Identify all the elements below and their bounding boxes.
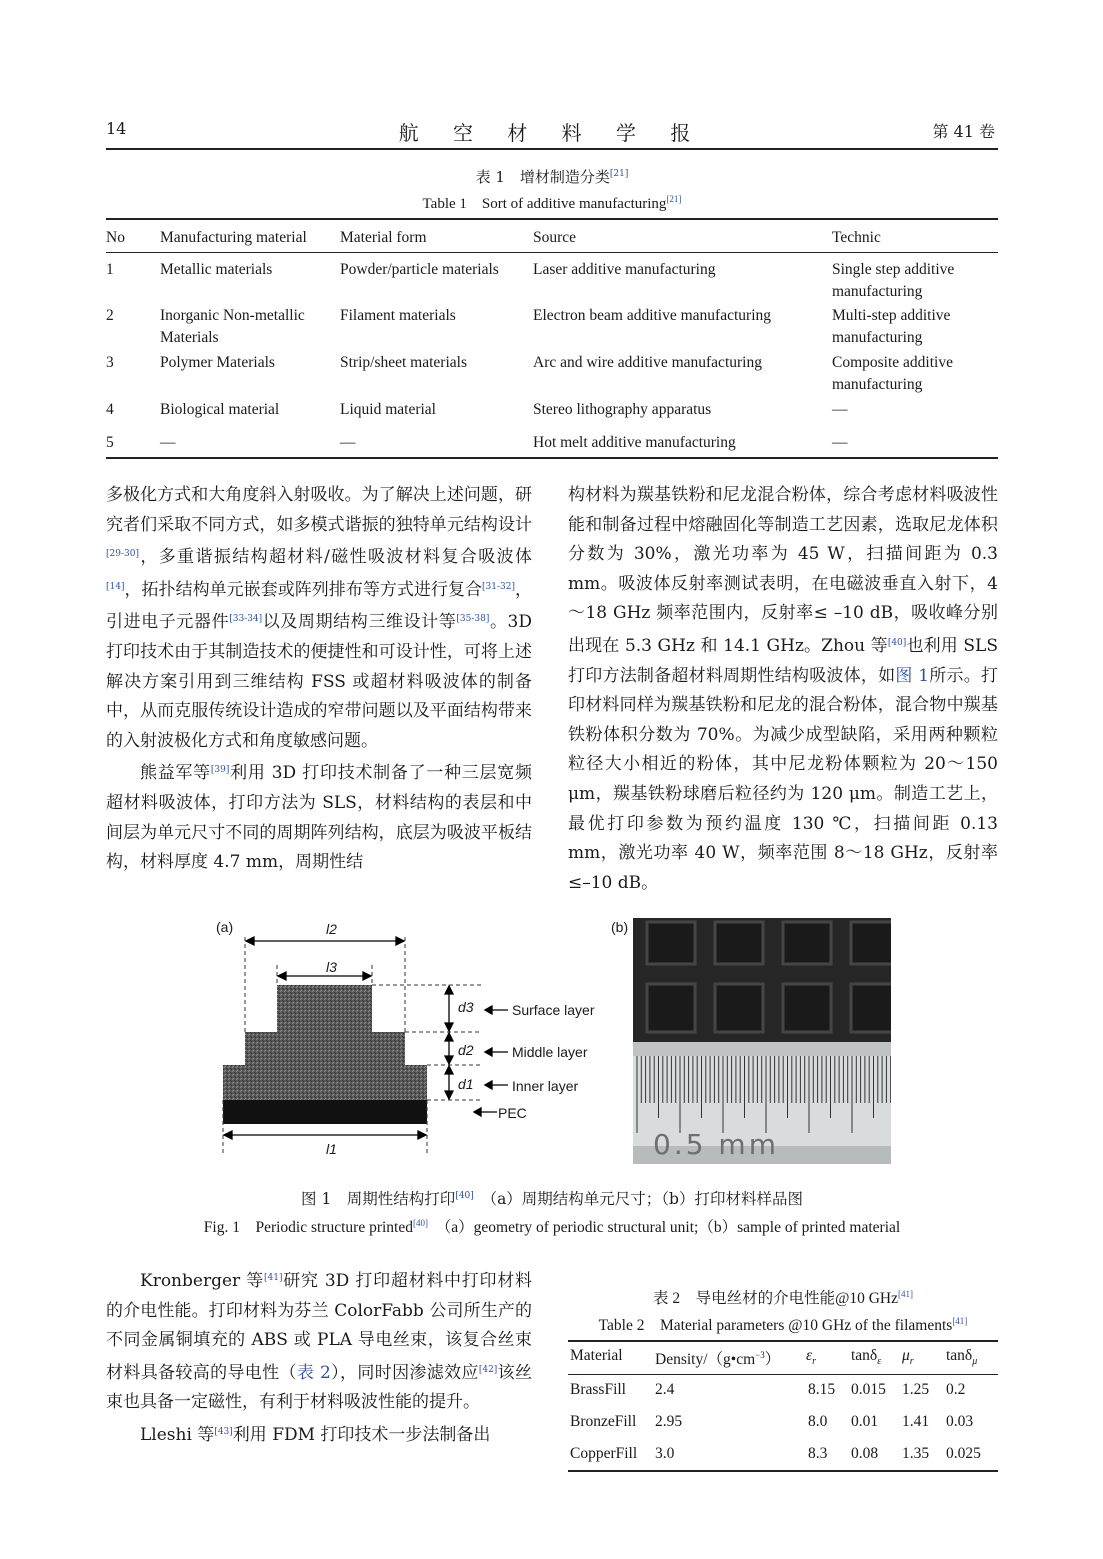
table2-cell: CopperFill — [570, 1445, 638, 1462]
inner-layer-label: Inner layer — [512, 1078, 579, 1094]
table1-cell: Liquid material — [340, 401, 436, 418]
text-run: 利用 3D 打印技术制备了一种三层宽频超材料吸波体，打印方法为 SLS，材料结构的表层和中间层为单元尺寸不同的周期阵列结构，底层为吸波平板结构，材料厚度 4.7 mm，周期性结 — [106, 763, 532, 873]
table2-cell: 2.4 — [655, 1381, 675, 1398]
citation-link[interactable]: [31-32] — [482, 581, 515, 592]
table1-cell: Strip/sheet materials — [340, 354, 467, 371]
table1-cell: Laser additive manufacturing — [533, 261, 716, 278]
table1-cell: 1 — [106, 261, 114, 278]
table2-cell: 2.95 — [655, 1413, 683, 1430]
table1-cell: 2 — [106, 307, 114, 324]
table2-header-tande: tanδ$_\varepsilon$ — [851, 1347, 882, 1368]
dim-d1-label: d1 — [458, 1076, 474, 1092]
table1-cell: Arc and wire additive manufacturing — [533, 354, 762, 371]
figure1-caption-cn: 图 1 周期性结构打印[40] （a）周期结构单元尺寸；（b）打印材料样品图 — [301, 1190, 803, 1208]
table1-cell: Powder/particle materials — [340, 261, 499, 278]
text-run: 以及周期结构三维设计等 — [262, 612, 457, 633]
table2-cell: 8.15 — [808, 1381, 836, 1398]
table2-head-rule — [568, 1374, 998, 1375]
text-run: 。3D 打印技术由于其制造技术的便捷性和可设计性，可将上述解决方案引用到三维结构 FSS 或超材料吸波体的制备中，从而克服传统设计造成的窄带问题以及平面结构带来的入射波极化方式和角度敏感问题。 — [106, 612, 533, 751]
table2-cell: 3.0 — [655, 1445, 675, 1462]
table2-cell: 0.01 — [851, 1413, 879, 1430]
surface-layer-block — [277, 985, 372, 1032]
left-column-text — [106, 481, 532, 878]
bottom-left-text — [106, 1264, 532, 1451]
citation-link[interactable]: [41] — [264, 1273, 283, 1283]
citation-link[interactable]: [33-34] — [229, 614, 263, 625]
table2-cell: 0.015 — [851, 1381, 886, 1398]
table2-header-er: $\varepsilon_r$ — [806, 1347, 817, 1368]
table1-cell: Single step additive manufacturing — [832, 261, 955, 300]
pec-label: PEC — [498, 1105, 527, 1121]
table1-cell: Electron beam additive manufacturing — [533, 307, 772, 324]
surface-layer-label: Surface layer — [512, 1002, 595, 1018]
table1-cell: Stereo lithography apparatus — [533, 401, 712, 418]
table1-cell: Hot melt additive manufacturing — [533, 434, 736, 451]
table2-caption-en: Table 2 Material parameters @10 GHz of the filaments[41] — [598, 1316, 968, 1334]
text-run: 所示。打印材料同样为羰基铁粉和尼龙的混合粉体，混合物中羰基铁粉体积分数为 70%。为减少成型缺陷，采用两种颗粒粒径大小相近的粉体，其中尼龙粉体颗粒为 20～150 μm，羰基铁粉球磨后粒径约为 120 μm。制造工艺上，最优打印参数为预约温度 130 ℃，扫描间距 0.13 mm，激光功率 40 W，频率范围 8～18 GHz，反射率≤–10 dB。 — [568, 665, 999, 893]
dim-l3-label: l3 — [326, 959, 337, 975]
citation-link[interactable]: [39] — [210, 765, 230, 776]
citation-link[interactable]: [35-38] — [456, 614, 490, 625]
table1-cell: — — [832, 434, 848, 451]
text-run: Lleshi 等 — [140, 1424, 215, 1445]
middle-layer-block — [245, 1032, 405, 1065]
citation-link[interactable]: [43] — [214, 1426, 233, 1437]
table2-cell: 0.03 — [946, 1413, 974, 1430]
page-number: 14 — [106, 119, 127, 138]
table1-header-cell: Source — [533, 229, 577, 246]
table2-bottom-rule — [568, 1470, 998, 1472]
text-run: ，多重谐振结构超材料/磁性吸波材料复合吸波体 — [138, 547, 532, 568]
table1-header-cell: Technic — [832, 229, 881, 246]
table2-caption-cn: 表 2 导电丝材的介电性能@10 GHz[41] — [652, 1289, 914, 1307]
right-column-text — [568, 481, 998, 898]
table1-cell: Multi-step additive manufacturing — [832, 307, 951, 346]
table2-header-mur: $\mu_r$ — [902, 1347, 914, 1368]
table1-cell: 4 — [106, 401, 114, 418]
inner-layer-block — [223, 1065, 427, 1100]
middle-layer-label: Middle layer — [512, 1044, 588, 1060]
table2-cell: 0.2 — [946, 1381, 966, 1398]
figure1-panel-a — [200, 915, 620, 1165]
text-run: 构材料为羰基铁粉和尼龙混合粉体，综合考虑材料吸波性能和制备过程中熔融固化等制造工艺因素，选取尼龙体积分数为 30%，激光功率为 45 W，扫描间距为 0.3 mm。吸波体反射率测试表明，在电磁波垂直入射下，4～18 GHz 频率范围内，反射率≤ –10 dB，吸收峰分别出现在 5.3 GHz 和 14.1 GHz。Zhou 等 — [568, 485, 998, 656]
text-run: 该丝束也具备一定磁性，有利于材料吸波性能的提升。 — [106, 1362, 533, 1413]
table1-cell: — — [160, 434, 176, 451]
table1-cell: Metallic materials — [160, 261, 273, 278]
citation-link[interactable]: [14] — [106, 581, 125, 592]
table1-cell: Polymer Materials — [160, 354, 275, 371]
table1-cell: — — [832, 401, 848, 418]
table2-cell: 1.35 — [902, 1445, 930, 1462]
table1-cell: 5 — [106, 434, 114, 451]
figure1-caption-en: Fig. 1 Periodic structure printed[40] （a）geometry of periodic structural unit;（b）sample of printed material — [203, 1218, 901, 1236]
table2-cell: 1.41 — [902, 1413, 930, 1430]
panel-b-label: (b) — [611, 919, 629, 935]
table1-cell: Filament materials — [340, 307, 456, 324]
table1-caption-cn: 表 1 增材制造分类[21] — [475, 168, 629, 186]
table2-cell: 0.025 — [946, 1445, 981, 1462]
table2-cell: BrassFill — [570, 1381, 626, 1398]
table1 — [0, 0, 1103, 470]
volume-label: 第 41 卷 — [932, 122, 995, 141]
pec-block — [223, 1100, 427, 1124]
text-run: ，拓扑结构单元嵌套或阵列排布等方式进行复合 — [124, 579, 483, 600]
panel-a-label: (a) — [216, 919, 234, 935]
citation-link[interactable]: [40] — [887, 637, 907, 648]
table1-header-cell: No — [106, 229, 125, 246]
table1-header-cell: Material form — [340, 229, 427, 246]
text-run: 熊益军等 — [140, 763, 211, 784]
dim-l2-label: l2 — [326, 921, 337, 937]
table2-cell: 8.0 — [808, 1413, 828, 1430]
text-run: 利用 FDM 打印技术一步法制备出 — [232, 1424, 491, 1445]
figure1-panel-b-photo — [633, 918, 891, 1164]
dim-d3-label: d3 — [458, 999, 474, 1015]
table1-cell: — — [340, 434, 356, 451]
citation-link[interactable]: [29-30] — [106, 549, 139, 560]
cross-reference-link[interactable]: 表 2 — [296, 1362, 331, 1383]
ruler-scale-text: 0.5 mm — [653, 1128, 779, 1161]
dim-d2-label: d2 — [458, 1042, 474, 1058]
periodic-unit-diagram — [200, 915, 620, 1165]
cross-reference-link[interactable]: 图 1 — [895, 665, 930, 686]
text-run: ，引进电子元器件 — [106, 579, 533, 633]
table2-top-rule — [568, 1340, 998, 1342]
table1-cell: 3 — [106, 354, 114, 371]
table2-header-density: Density/$(g•cm^{-3})$ — [655, 1349, 781, 1368]
table2-cell: 1.25 — [902, 1381, 930, 1398]
table1-caption-en: Table 1 Sort of additive manufacturing[21] — [422, 194, 682, 212]
table1-cell: Composite additive manufacturing — [832, 354, 953, 393]
table2-cell: BronzeFill — [570, 1413, 637, 1430]
table2-header-tanmu: tanδ$_\mu$ — [946, 1347, 978, 1368]
text-run: 多极化方式和大角度斜入射吸收。为了解决上述问题，研究者们采取不同方式，如多模式谐振的独特单元结构设计 — [106, 485, 532, 535]
text-run: Kronberger 等 — [140, 1271, 265, 1291]
table2-cell: 0.08 — [851, 1445, 879, 1462]
table2-cell: 8.3 — [808, 1445, 828, 1462]
journal-title: 航 空 材 料 学 报 — [398, 121, 705, 145]
text-run: 研究 3D 打印超材料中打印材料的介电性能。打印材料为芬兰 ColorFabb 公司所生产的不同金属铜填充的 ABS 或 PLA 导电丝束，该复合丝束材料具备较高的导电性（ — [106, 1271, 532, 1383]
text-run: 也利用 SLS 打印方法制备超材料周期性结构吸波体，如 — [568, 635, 998, 686]
table2-header-material: Material — [570, 1347, 623, 1364]
text-run: ），同时因渗滤效应 — [330, 1362, 479, 1383]
dim-l1-label: l1 — [326, 1141, 337, 1157]
table1-header-cell: Manufacturing material — [160, 229, 307, 246]
table1-cell: Biological material — [160, 401, 280, 418]
table1-cell: Inorganic Non-metallic Materials — [160, 307, 305, 346]
citation-link[interactable]: [42] — [478, 1364, 498, 1375]
